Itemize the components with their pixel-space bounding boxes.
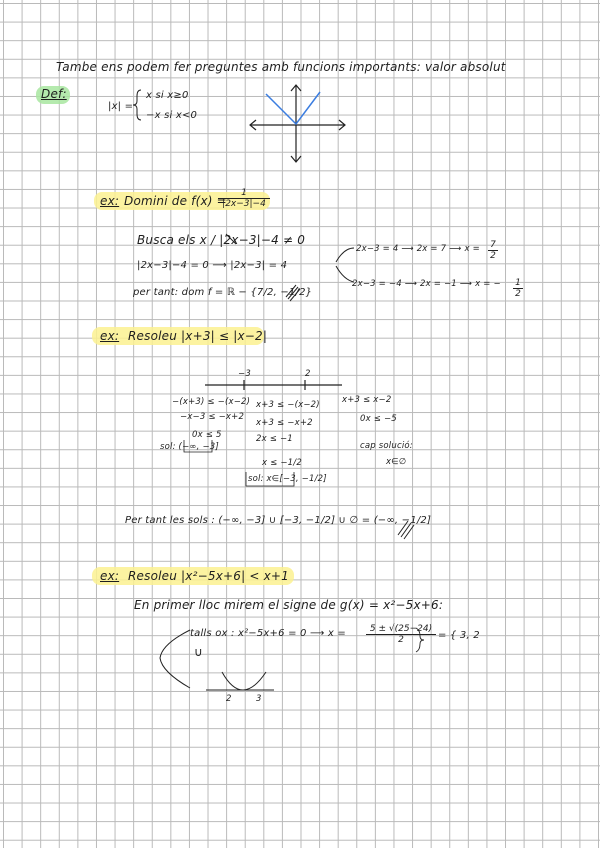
def-brace [133, 90, 141, 120]
ex2-col3-l2: 0x ≤ −5 [360, 414, 397, 424]
ex3-brace [160, 630, 190, 688]
ex1-eq1: |2x−3|−4 = 0 ⟶ |2x−3| = 4 [137, 260, 288, 271]
ex3-u: ∪ [194, 645, 203, 659]
ex3-root2: 3 [256, 694, 262, 704]
def-lhs: |x| = [108, 101, 134, 112]
abs-y-arrow-bottom [291, 156, 301, 162]
ex1-branch1-den: 2 [490, 251, 496, 261]
ex2-col3-l1: x+3 ≤ x−2 [342, 395, 392, 405]
ex1-branch1-frac [488, 240, 498, 261]
ex1-title: Domini de f(x) = [124, 194, 227, 208]
def-tag: Def: [41, 87, 67, 101]
intro-line: Tambe ens podem fer preguntes amb funcions importants: valor absolut [56, 60, 506, 74]
ex2-col1-l4: sol: (−∞, −3] [160, 442, 219, 452]
ex2-col3-l3: cap solució: [360, 441, 413, 451]
ex2-col1-l2: −x−3 ≤ −x+2 [180, 412, 245, 422]
ex2-col3-l4: x∈∅ [386, 457, 407, 467]
ex1-branch2: 2x−3 = −4 ⟶ 2x = −1 ⟶ x = − [352, 279, 501, 289]
ex1-branch1: 2x−3 = 4 ⟶ 2x = 7 ⟶ x = [356, 244, 480, 254]
ex3-roots: = { 3, 2 [438, 630, 480, 641]
def-case1: x si x≥0 [146, 90, 189, 101]
abs-x-arrow-right [339, 120, 345, 130]
ex2-col1-l1: −(x+3) ≤ −(x−2) [172, 397, 251, 407]
ex3-tag: ex: [100, 569, 120, 583]
ex1-branch2-den: 2 [515, 289, 521, 299]
ex1-fraction [218, 188, 270, 209]
abs-graph-v [266, 92, 320, 124]
abs-y-arrow-top [291, 85, 301, 91]
ex2-tick1: −3 [238, 369, 251, 379]
abs-x-arrow-left [250, 120, 256, 130]
ex3-parabola [222, 672, 266, 690]
ex2-col2-l3: 2x ≤ −1 [256, 434, 293, 444]
ex3-quad-den: 2 [398, 635, 404, 645]
ex2-title: Resoleu |x+3| ≤ |x−2| [128, 329, 268, 343]
ex1-tag: ex: [100, 194, 120, 208]
def-case2: −x si x<0 [146, 110, 198, 121]
ex1-branch2-num: 1 [513, 278, 523, 289]
ex3-root1: 2 [226, 694, 232, 704]
ex2-tick2: 2 [305, 369, 311, 379]
ex1-fraction-num: 1 [218, 188, 270, 199]
ex3-title: Resoleu |x²−5x+6| < x+1 [128, 569, 290, 583]
ex1-branch1-num: 7 [488, 240, 498, 251]
ex2-col1-l3: 0x ≤ 5 [192, 430, 222, 440]
ex2-col2-l4: x ≤ −1/2 [262, 458, 302, 468]
ex1-branch-up [336, 248, 354, 262]
ex2-col2-l2: x+3 ≤ −x+2 [256, 418, 313, 428]
ex2-col2-l1: x+3 ≤ −(x−2) [256, 400, 320, 410]
ex2-final: Per tant les sols : (−∞, −3] ∪ [−3, −1/2] ∪ ∅ = (−∞, −1/2] [125, 515, 432, 526]
ex3-quad-frac [366, 624, 436, 645]
ex1-branch2-frac [513, 278, 523, 299]
ex2-tag: ex: [100, 329, 120, 343]
ex1-busca: Busca els x / |2x−3|−4 ≠ 0 [137, 233, 306, 247]
ex1-result: per tant: dom f = ℝ − {7/2, −1/2} [133, 287, 313, 298]
ex1-fraction-den: |2x−3|−4 [222, 199, 266, 209]
ex3-talls: talls ox : x²−5x+6 = 0 ⟶ x = [190, 628, 346, 639]
ex2-col2-l5: sol: x∈[−3, −1/2] [248, 474, 327, 484]
ex3-line1: En primer lloc mirem el signe de g(x) = x²−5x+6: [134, 598, 444, 612]
ex3-quad-num: 5 ± √(25−24) [366, 624, 436, 635]
